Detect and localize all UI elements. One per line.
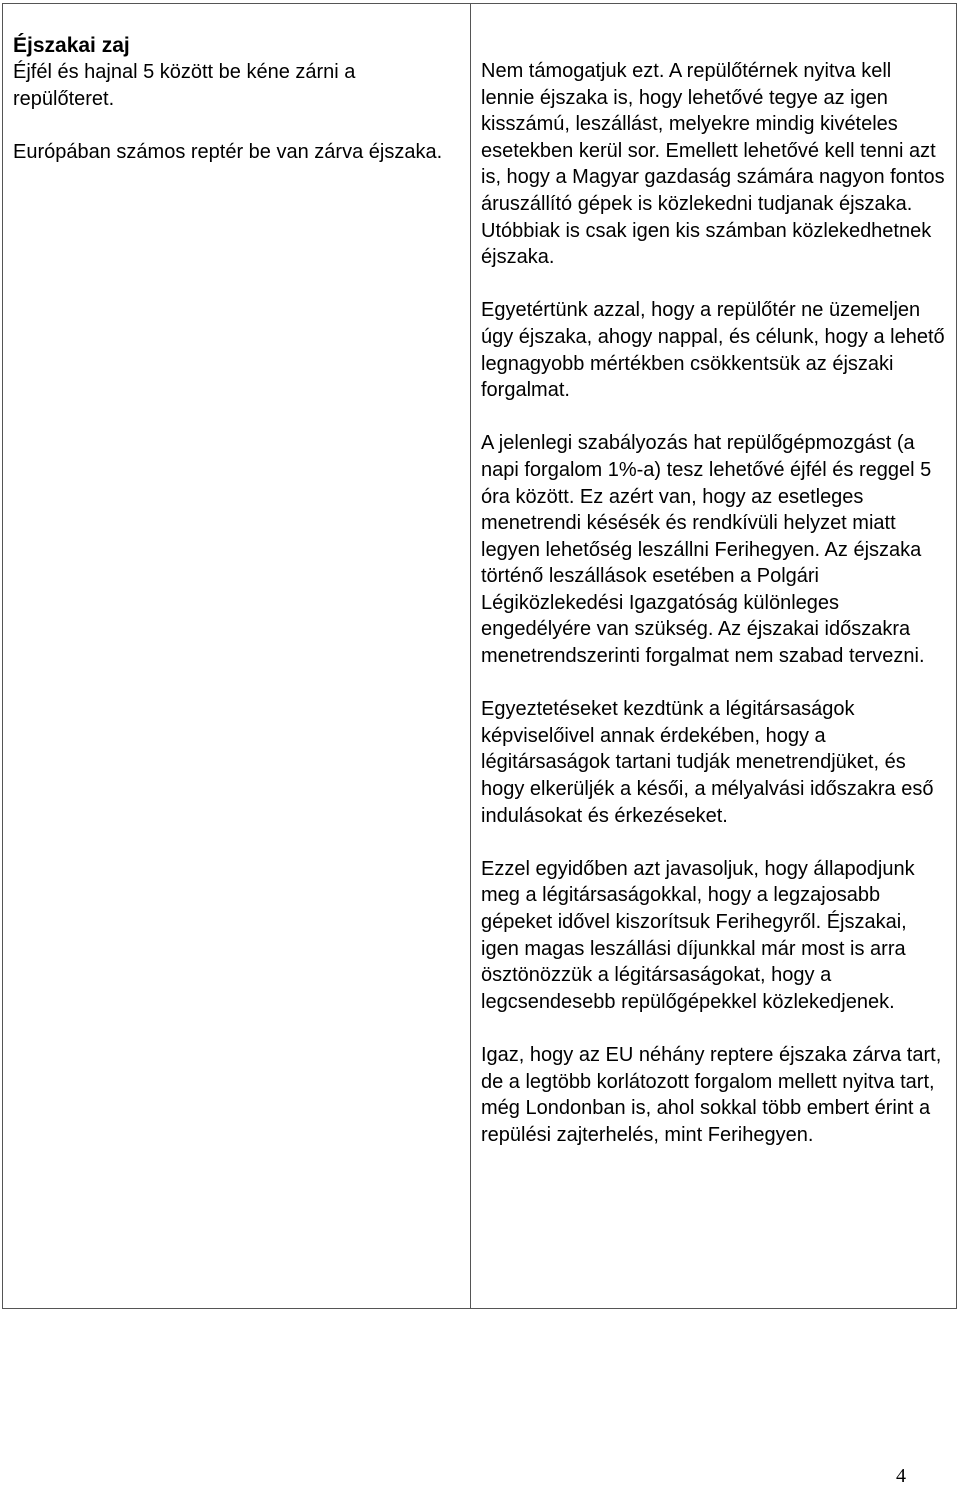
document-table [2,3,957,1309]
response-paragraph: Egyetértünk azzal, hogy a repülőtér ne üzemeljen úgy éjszaka, ahogy nappal, és célunk, hogy a lehető legnagyobb mértékben csökkentsük az éjszaki forgalmat. [481,299,945,402]
claim-text: Európában számos reptér be van zárva éjszaka. [13,140,443,163]
response-paragraph: Nem támogatjuk ezt. A repülőtérnek nyitva kell lennie éjszaka is, hogy lehetővé tegye az igen kisszámú, leszállást, melyekre mindig kivételes esetekben kerül sor. Emellett lehetővé kell tenni azt is, hogy a Magyar gazdaság számára nagyon fontos áruszállító gépek is közlekedni tudjanak éjszaka. Utóbbiak is csak igen kis számban közlekedhetnek éjszaka. [481,60,945,269]
page-number: 4 [896,1465,906,1487]
response-column [471,4,956,1308]
response-paragraph: A jelenlegi szabályozás hat repülőgépmozgást (a napi forgalom 1%-a) tesz lehetővé éjfél és reggel 5 óra között. Ez azért van, hogy az esetleges menetrendi késésék és rendkívüli helyzet miatt legyen lehetőség leszállni Ferihegyen. Az éjszaka történő leszállások esetében a Polgári Légiközlekedési Igazgatóság különleges engedélyére van szükség. Az éjszakai időszakra menetrendszerinti forgalmat nem szabad tervezni. [481,432,932,668]
section-title: Éjszakai zaj [13,34,130,57]
response-paragraph: Ezzel egyidőben azt javasoljuk, hogy állapodjunk meg a légitársaságokkal, hogy a legzajosabb gépeket idővel kiszorítsuk Ferihegyről. Éjszakai, igen magas leszállási díjunkkal már most is arra ösztönözzük a légitársaságokat, hogy a legcsendesebb repülőgépekkel közlekedjenek. [481,857,915,1013]
claim-text: Éjfél és hajnal 5 között be kéne zárni a repülőteret. [13,61,356,110]
response-paragraph: Egyeztetéseket kezdtünk a légitársaságok képviselőivel annak érdekében, hogy a légitársaságok tartani tudják menetrendjüket, és hogy elkerüljék a késői, a mélyalvási időszakra eső indulásokat és érkezéseket. [481,698,934,827]
claim-column [3,4,471,1308]
response-paragraph: Igaz, hogy az EU néhány reptere éjszaka zárva tart, de a legtöbb korlátozott forgalom mellett nyitva tart, még Londonban is, ahol sokkal több embert érint a repülési zajterhelés, mint Ferihegyen. [481,1043,942,1146]
